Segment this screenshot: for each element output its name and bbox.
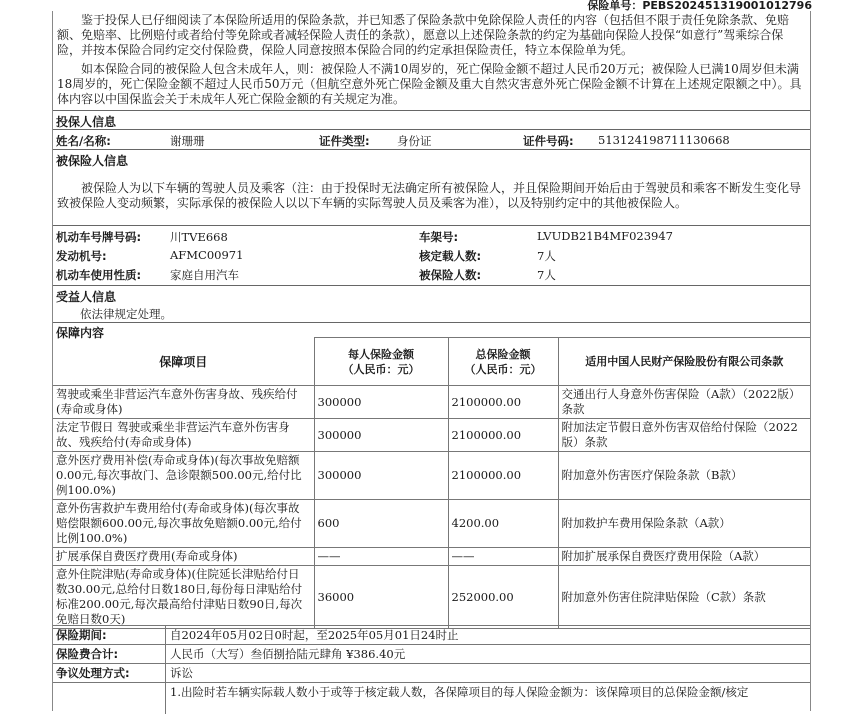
cell-per-person: —— [314,548,448,566]
cell-per-person: 300000 [314,419,448,452]
cell-per-person: 600 [314,500,448,548]
policy-number: 保险单号：PEBS202451319001012796 [587,0,812,12]
header-item: 保障项目 [53,338,314,386]
insured-description: 被保险人为以下车辆的驾驶人员及乘客（注：由于投保时无法确定所有被保险人，并且保险期间开始后由于驾驶员和乘客不断发生变化导致被保险人变动频繁，实际承保的被保险人以以下车辆的实际驾驶人员及乘客为准），以及特别约定中的其他被保险人。 [57,181,802,210]
usage-label: 机动车使用性质: [56,268,142,282]
dispute-label: 争议处理方式: [56,666,130,680]
cell-clause: 附加扩展承保自费医疗费用保险（A款） [558,548,810,566]
insured-count: 7人 [537,268,556,282]
table-row [53,548,810,566]
premium-total: 人民币（大写）叁佰捌拾陆元肆角 ¥386.40元 [170,647,406,661]
id-type: 身份证 [397,134,432,148]
engine-number: AFMC00971 [170,248,244,262]
engine-label: 发动机号: [56,249,107,263]
cell-total: 252000.00 [448,566,558,629]
vin-label: 车架号: [419,230,459,244]
header-total-amount: 总保险金额 （人民币：元） [448,338,558,386]
header-clause: 适用中国人民财产保险股份有限公司条款 [558,338,810,386]
policy-document [52,11,811,711]
table-row [53,386,810,419]
cell-total: 2100000.00 [448,419,558,452]
table-row [53,500,810,548]
cell-per-person: 36000 [314,566,448,629]
id-number: 513124198711130668 [598,133,730,147]
insurance-period: 自2024年05月02日0时起，至2025年05月01日24时止 [170,628,459,642]
capacity: 7人 [537,249,556,263]
table-row [53,566,810,629]
capacity-label: 核定载人数: [419,249,482,263]
applicant-section-title: 投保人信息 [56,115,117,129]
cell-total: 2100000.00 [448,452,558,500]
declaration-paragraph-1: 鉴于投保人已仔细阅读了本保险所适用的保险条款，并已知悉了保险条款中免除保险人责任的内容（包括但不限于责任免除条款、免赔额、免赔率、比例赔付或者给付等免除或者减轻保险人责任的条款），愿意以上述保险条款的约定为基础向保险人投保“如意行”驾乘综合保险，并按本保险合同约定交付保险费，保险人同意按照本保险合同的约定承担保险责任，特立本保险单为凭。 [57,13,790,57]
cell-item: 意外伤害救护车费用给付(寿命或身体)(每次事故赔偿限额600.00元,每次事故免赔额0.00元,给付比例100.0%) [53,500,314,548]
cell-item: 法定节假日 驾驶或乘坐非营运汽车意外伤害身故、残疾给付(寿命或身体) [53,419,314,452]
cell-total: —— [448,548,558,566]
special-terms-text: 1.出险时若车辆实际载人数小于或等于核定载人数，各保障项目的每人保险金额为：该保障项目的总保险金额/核定 [170,685,749,699]
insurance-period-row [53,625,810,643]
insurance-period-label: 保险期间: [56,628,107,642]
plate-number: 川TVE668 [170,230,228,244]
cell-per-person: 300000 [314,386,448,419]
dispute-method: 诉讼 [170,666,193,680]
beneficiary-section-title: 受益人信息 [56,290,117,304]
id-type-label: 证件类型: [319,134,370,148]
premium-row [53,644,810,662]
special-terms-row [53,682,810,713]
coverage-table [53,337,810,629]
declaration-paragraph-2: 如本保险合同的被保险人包含未成年人，则：被保险人不满10周岁的，死亡保险金额不超过人民币20万元；被保险人已满10周岁但未满18周岁的，死亡保险金额不超过人民币50万元（但航空意外死亡保险金额及重大自然灾害意外死亡保险金额不计算在上述规定限额之中）。具体内容以中国保监会关于未成年人死亡保险金额的有关规定为准。 [57,62,802,106]
applicant-name-label: 姓名/名称: [56,134,111,148]
table-row [53,452,810,500]
cell-per-person: 300000 [314,452,448,500]
header-per-person-amount: 每人保险金额 （人民币：元） [314,338,448,386]
cell-total: 2100000.00 [448,386,558,419]
vin: LVUDB21B4MF023947 [537,229,673,243]
beneficiary-description: 依法律规定处理。 [80,307,172,321]
usage: 家庭自用汽车 [170,268,239,282]
cell-item: 驾驶或乘坐非营运汽车意外伤害身故、残疾给付(寿命或身体) [53,386,314,419]
cell-item: 意外医疗费用补偿(寿命或身体)(每次事故免赔额0.00元,每次事故门、急诊限额500.00元,给付比例100.0%) [53,452,314,500]
insured-count-label: 被保险人数: [419,268,482,282]
cell-item: 扩展承保自费医疗费用(寿命或身体) [53,548,314,566]
premium-label: 保险费合计: [56,647,119,661]
dispute-row [53,663,810,681]
table-row [53,419,810,452]
plate-label: 机动车号牌号码: [56,230,142,244]
coverage-section-title: 保障内容 [56,326,105,340]
insured-section-title: 被保险人信息 [56,154,129,168]
cell-clause: 附加救护车费用保险条款（A款） [558,500,810,548]
id-number-label: 证件号码: [523,134,574,148]
cell-total: 4200.00 [448,500,558,548]
applicant-name: 谢珊珊 [170,134,205,148]
cell-clause: 交通出行人身意外伤害保险（A款）（2022版）条款 [558,386,810,419]
cell-item: 意外住院津贴(寿命或身体)(住院延长津贴给付日数30.00元,总给付日数180日,每份每日津贴给付标准200.00元,每次最高给付津贴日数90日,每次免赔日数0天) [53,566,314,629]
cell-clause: 附加意外伤害住院津贴保险（C款）条款 [558,566,810,629]
cell-clause: 附加意外伤害医疗保险条款（B款） [558,452,810,500]
cell-clause: 附加法定节假日意外伤害双倍给付保险（2022版）条款 [558,419,810,452]
